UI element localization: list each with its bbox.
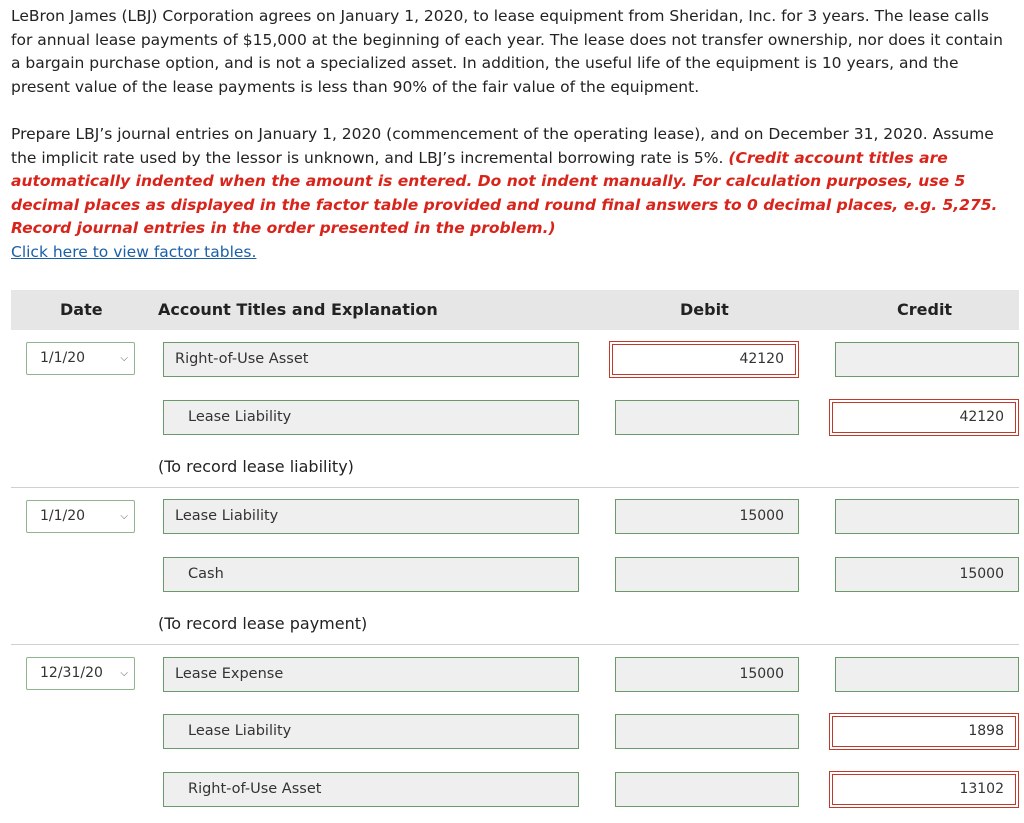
entry-2-line-2-credit[interactable]: 15000 [835,557,1019,592]
entry-3-date-value: 12/31/20 [40,665,103,681]
entry-3-line-3-account[interactable]: Right-of-Use Asset [163,772,579,807]
entry-separator [11,644,1019,645]
header-debit: Debit [680,300,729,319]
entry-1-line-1-account[interactable]: Right-of-Use Asset [163,342,579,377]
entry-1-date-value: 1/1/20 [40,350,86,366]
entry-3-line-1-credit[interactable] [835,657,1019,692]
entry-separator [11,487,1019,488]
header-date: Date [60,300,103,319]
instructions-text: (Credit account titles are automatically indented when the amount is entered. Do not indent manually. For calculation purposes, use 5 decimal places as displayed in the factor table provided and round final answers to 0 decimal places, e.g. 5,275. Record journal entries in the order presented in the problem.) [11,148,998,237]
chevron-down-icon: ⌵ [120,668,128,679]
entry-2-note: (To record lease payment) [158,614,368,633]
entry-1-date-select[interactable] [26,342,135,375]
entry-2-line-1-credit[interactable] [835,499,1019,534]
entry-3-line-3-debit[interactable] [615,772,799,807]
entry-2-line-2-debit[interactable] [615,557,799,592]
factor-tables-link[interactable]: Click here to view factor tables. [11,243,257,261]
problem-intro: LeBron James (LBJ) Corporation agrees on January 1, 2020, to lease equipment from Sheridan, Inc. for 3 years. The lease calls for annual lease payments of $15,000 at the beginning of each year. The lease does not transfer ownership, nor does it contain a bargain purchase option, and is not a specialized asset. In addition, the useful life of the equipment is 10 years, and the present value of the lease payments is less than 90% of the fair value of the equipment. [11,7,1003,96]
entry-1-line-1-debit[interactable]: 42120 [609,341,799,378]
entry-1-note: (To record lease liability) [158,457,354,476]
entry-3-line-1-debit[interactable]: 15000 [615,657,799,692]
problem-task [11,123,1015,241]
entry-3-line-3-credit[interactable]: 13102 [829,771,1019,808]
chevron-down-icon: ⌵ [120,511,128,522]
entry-3-line-1-account[interactable]: Lease Expense [163,657,579,692]
entry-1-line-2-debit[interactable] [615,400,799,435]
entry-1-line-2-credit[interactable]: 42120 [829,399,1019,436]
entry-1-line-1-credit[interactable] [835,342,1019,377]
entry-2-date-value: 1/1/20 [40,508,86,524]
table-header [11,290,1019,330]
entry-3-line-2-debit[interactable] [615,714,799,749]
entry-2-line-1-account[interactable]: Lease Liability [163,499,579,534]
entry-3-date-select[interactable] [26,657,135,690]
entry-1-line-2-account[interactable]: Lease Liability [163,400,579,435]
entry-2-date-select[interactable] [26,500,135,533]
entry-3-line-2-credit[interactable]: 1898 [829,713,1019,750]
entry-2-line-2-account[interactable]: Cash [163,557,579,592]
header-account: Account Titles and Explanation [158,300,438,319]
header-credit: Credit [897,300,953,319]
chevron-down-icon: ⌵ [120,353,128,364]
entry-3-line-2-account[interactable]: Lease Liability [163,714,579,749]
entry-2-line-1-debit[interactable]: 15000 [615,499,799,534]
task-text: Prepare LBJ’s journal entries on January 1, 2020 (commencement of the operating lease), and on December 31, 2020. Assume the implicit rate used by the lessor is unknown, and LBJ’s incremental borrowing rate is 5%. [11,125,994,167]
